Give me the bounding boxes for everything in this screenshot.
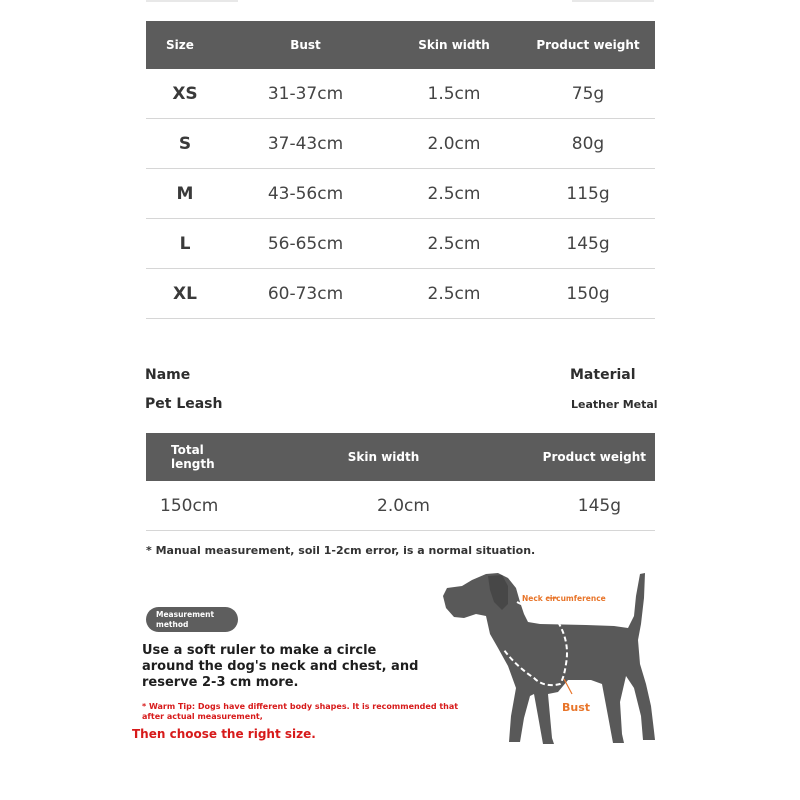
measurement-note: * Manual measurement, soil 1-2cm error, is a normal situation. — [146, 544, 536, 557]
size-cell: XL — [146, 269, 224, 319]
top-edge-line — [146, 0, 238, 2]
table-row — [146, 481, 655, 531]
dog-measurement-diagram — [436, 566, 666, 751]
table-row — [146, 169, 655, 219]
bust-cell: 43-56cm — [224, 169, 387, 219]
name-label: Name — [145, 367, 191, 383]
table-row — [146, 69, 655, 119]
weight-cell: 75g — [521, 69, 655, 119]
neck-circumference-label: Neck circumference — [522, 594, 606, 603]
leash-table — [146, 433, 655, 531]
bust-cell: 60-73cm — [224, 269, 387, 319]
weight-cell: 145g — [486, 481, 655, 531]
bust-cell: 31-37cm — [224, 69, 387, 119]
bust-label: Bust — [562, 701, 591, 714]
weight-cell: 150g — [521, 269, 655, 319]
bust-cell: 37-43cm — [224, 119, 387, 169]
size-table-header — [146, 21, 655, 69]
choose-size-note: Then choose the right size. — [132, 727, 316, 741]
leash-table-header — [146, 433, 655, 481]
header-bust: Bust — [224, 21, 387, 69]
header-skin-width: Skin width — [387, 21, 521, 69]
weight-cell: 145g — [521, 219, 655, 269]
warm-tip: * Warm Tip: Dogs have different body shapes. It is recommended that after actual measurement, — [142, 702, 459, 721]
skin-width-cell: 2.0cm — [387, 119, 521, 169]
material-label: Material — [570, 367, 636, 383]
header-total-length: Total length — [146, 433, 281, 481]
size-cell: XS — [146, 69, 224, 119]
weight-cell: 115g — [521, 169, 655, 219]
measurement-instruction: Use a soft ruler to make a circle around the dog's neck and chest, and reserve 2-3 cm more. — [142, 643, 419, 690]
table-row — [146, 269, 655, 319]
material-value: Leather Metal — [571, 398, 658, 411]
top-edge-line — [572, 0, 654, 2]
total-length-cell: 150cm — [146, 481, 281, 531]
bust-cell: 56-65cm — [224, 219, 387, 269]
size-cell: S — [146, 119, 224, 169]
skin-width-cell: 1.5cm — [387, 69, 521, 119]
size-cell: M — [146, 169, 224, 219]
name-value: Pet Leash — [145, 396, 223, 412]
skin-width-cell: 2.5cm — [387, 219, 521, 269]
header-product-weight: Product weight — [486, 433, 655, 481]
measurement-method-label: Measurement method — [156, 610, 215, 629]
header-skin-width: Skin width — [281, 433, 486, 481]
skin-width-cell: 2.0cm — [281, 481, 486, 531]
table-row — [146, 119, 655, 169]
size-table — [146, 21, 655, 319]
header-size: Size — [146, 21, 224, 69]
table-row — [146, 219, 655, 269]
weight-cell: 80g — [521, 119, 655, 169]
header-product-weight: Product weight — [521, 21, 655, 69]
skin-width-cell: 2.5cm — [387, 169, 521, 219]
bust-pointer — [564, 679, 572, 694]
skin-width-cell: 2.5cm — [387, 269, 521, 319]
size-cell: L — [146, 219, 224, 269]
measurement-method-badge — [146, 607, 238, 632]
